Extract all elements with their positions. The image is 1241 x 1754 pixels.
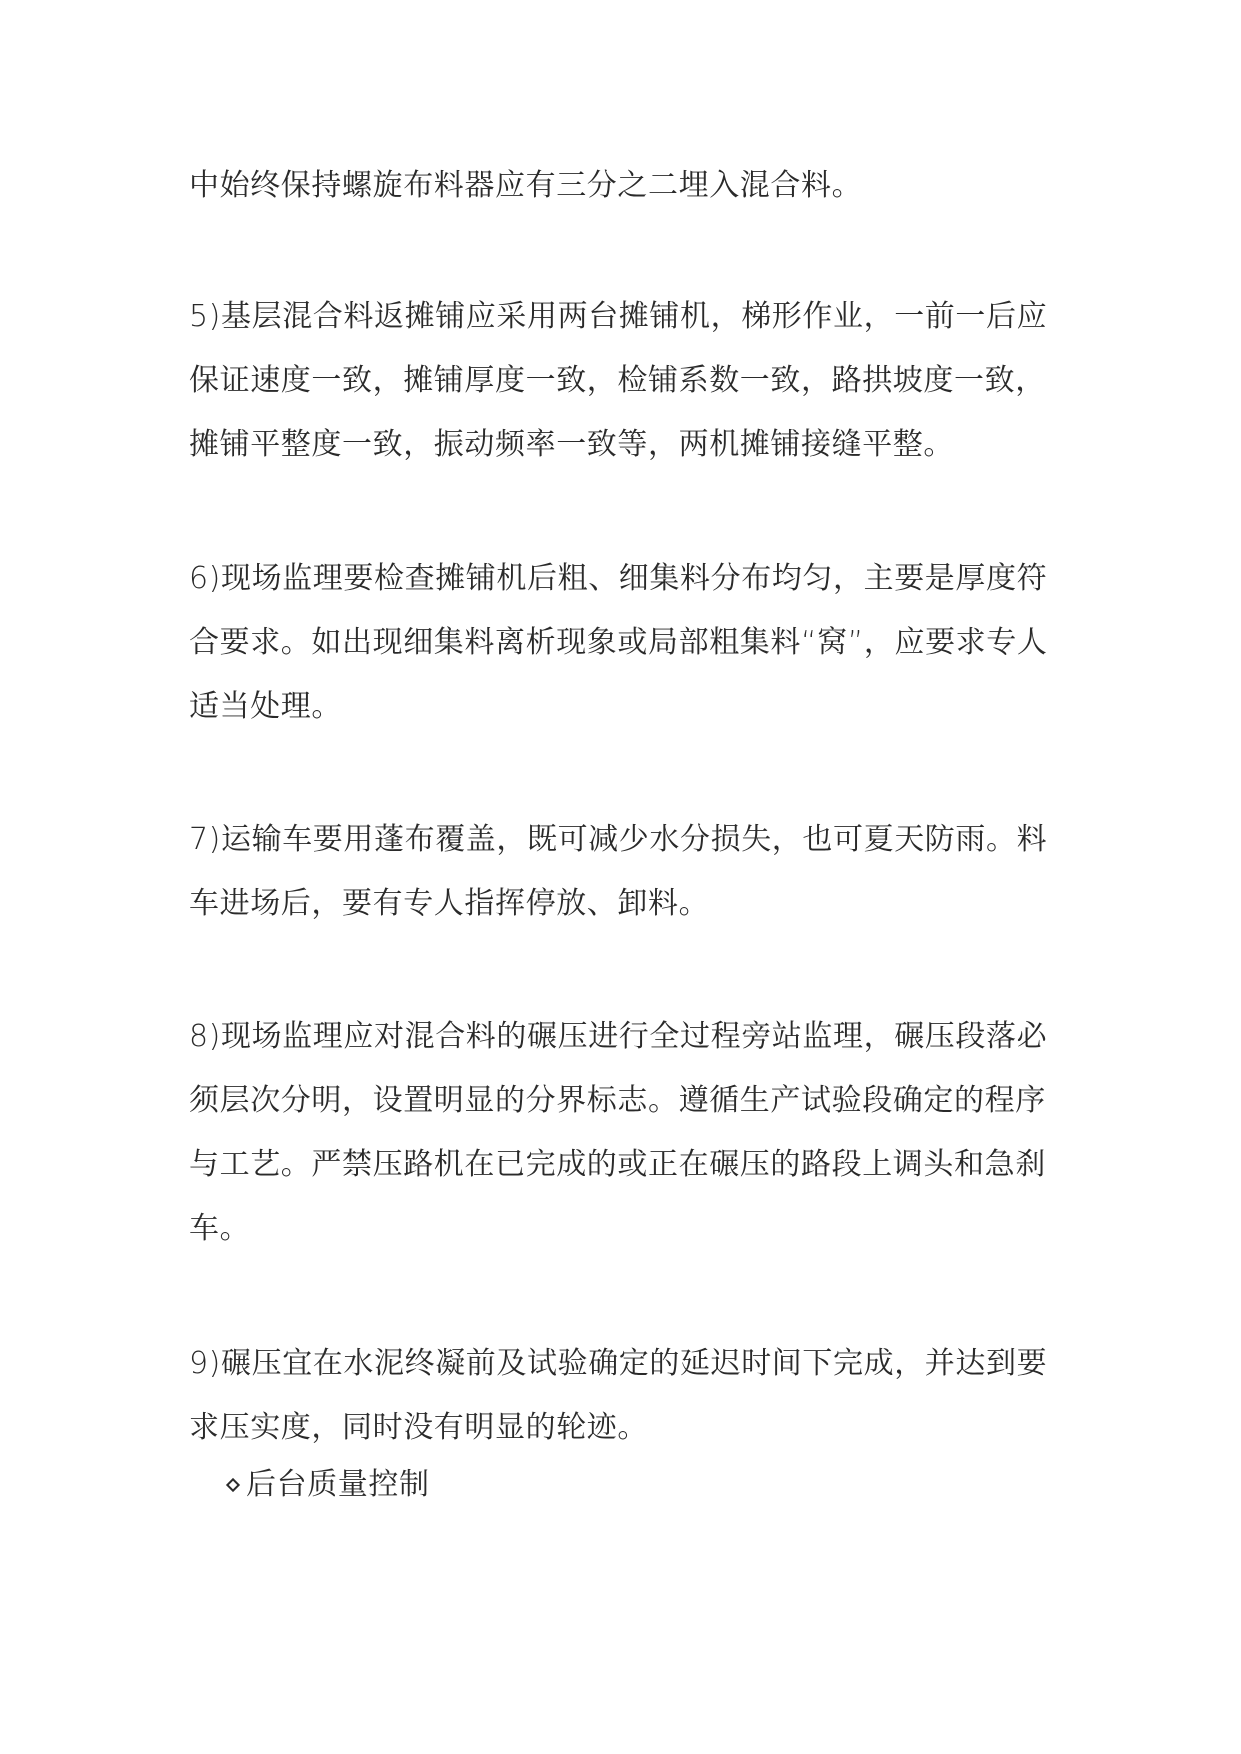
paragraph-intro: 中始终保持螺旋布料器应有三分之二埋入混合料。 (189, 168, 863, 203)
paragraph-item-9: 9)碾压宜在水泥终凝前及试验确定的延迟时间下完成，并达到要求压实度，同时没有明显的轮迹。 (189, 1346, 1048, 1445)
paragraph-item-8: 8)现场监理应对混合料的碾压进行全过程旁站监理，碾压段落必须层次分明，设置明显的分界标志。遵循生产试验段确定的程序与工艺。严禁压路机在已完成的或正在碾压的路段上调头和急刹车。 (189, 1019, 1048, 1246)
paragraph-item-5: 5)基层混合料返摊铺应采用两台摊铺机，梯形作业，一前一后应保证速度一致，摊铺厚度一致，检铺系数一致，路拱坡度一致，摊铺平整度一致，振动频率一致等，两机摊铺接缝平整。 (189, 299, 1048, 462)
section-heading-label: 后台质量控制 (246, 1467, 430, 1502)
diamond-icon (226, 1478, 240, 1492)
paragraph-item-7: 7)运输车要用蓬布覆盖，既可减少水分损失，也可夏天防雨。料车进场后，要有专人指挥停放、卸料。 (189, 822, 1048, 921)
paragraph-item-6: 6)现场监理要检查摊铺机后粗、细集料分布均匀，主要是厚度符合要求。如出现细集料离析现象或局部粗集料“窝”，应要求专人适当处理。 (189, 561, 1048, 724)
section-heading (226, 1460, 430, 1510)
